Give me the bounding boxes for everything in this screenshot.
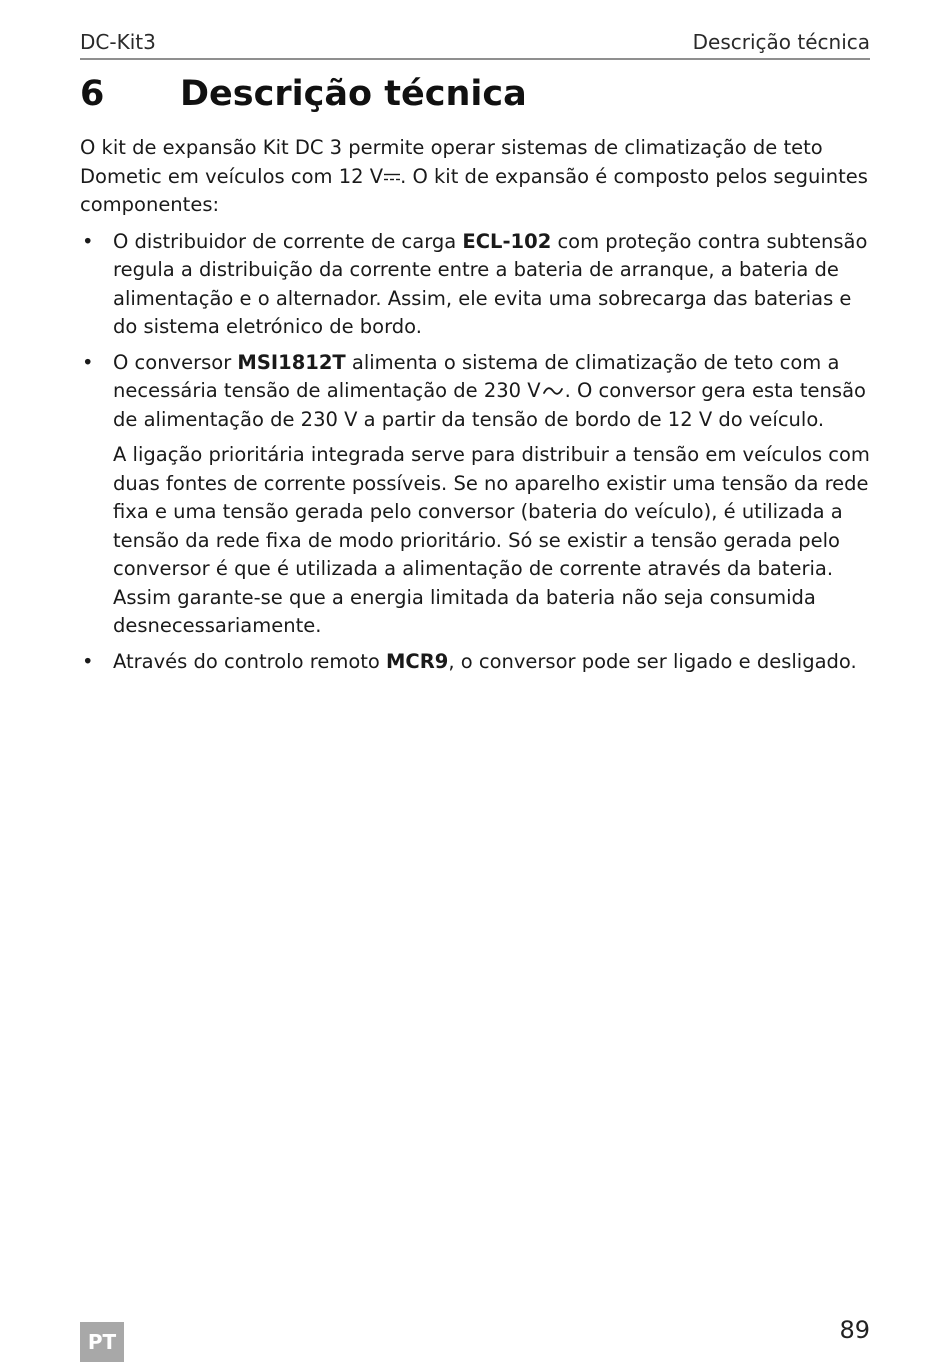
item-text: com proteção contra subtensão regula a distribuição da corrente entre a bateria de arranque, a bateria de alimentação e o alternador. Assim, ele evita uma sobrecarga das baterias e do sistema eletrónico de bordo. xyxy=(113,229,868,338)
priority-connection-paragraph: A ligação prioritária integrada serve para distribuir a tensão em veículos com duas fontes de corrente possíveis. Se no aparelho existir uma tensão da rede fixa e uma tensão gerada pelo conversor (bateria do veículo), é utilizada a tensão da rede fixa de modo prioritário. Só se existir a tensão gerada pelo conversor é que é utilizada a alimentação de corrente através da bateria. Assim garante-se que a energia limitada da bateria não seja consumida desnecessariamente. xyxy=(113,443,870,637)
chapter-number: 6 xyxy=(80,74,105,114)
item-text: alimenta o sistema de climatização de teto com a necessária tensão de alimentação de 230 V xyxy=(113,350,840,402)
list-item-msi xyxy=(80,349,870,641)
bullet-mark: • xyxy=(82,649,94,673)
list-item-text xyxy=(113,349,870,435)
page-number: 89 xyxy=(839,1316,870,1344)
language-badge: PT xyxy=(80,1322,124,1362)
intro-text-end: . O kit de expansão é composto pelos seguintes componentes: xyxy=(80,164,868,216)
item-text: Através do controlo remoto xyxy=(113,649,387,673)
item-text: . O conversor gera esta tensão de alimentação de 230 V a partir da tensão de bordo de 12 V do veículo. xyxy=(113,379,866,431)
intro-paragraph xyxy=(80,134,870,220)
bullet-mark: • xyxy=(82,350,94,374)
item-text: O conversor xyxy=(113,350,238,374)
product-name-mcr: MCR9 xyxy=(386,649,449,673)
product-name-msi: MSI1812T xyxy=(237,350,346,374)
intro-text-start: O kit de expansão Kit DC 3 permite operar sistemas de climatização de teto Dometic em veículos com 12 V xyxy=(80,136,823,188)
list-item-text xyxy=(113,648,870,677)
list-item-text xyxy=(113,228,870,342)
bullet-mark: • xyxy=(82,229,94,253)
body-content xyxy=(80,134,870,683)
item-text: , o conversor pode ser ligado e desligado. xyxy=(448,649,857,673)
list-item-ecl xyxy=(80,228,870,342)
chapter-heading xyxy=(80,74,870,124)
product-name-ecl: ECL-102 xyxy=(462,229,552,253)
page-header xyxy=(80,28,870,60)
header-product-name: DC-Kit3 xyxy=(80,30,156,54)
alternating-current-symbol-icon xyxy=(543,386,563,396)
chapter-title: Descrição técnica xyxy=(180,74,527,114)
header-section-name: Descrição técnica xyxy=(692,30,870,54)
list-item-mcr xyxy=(80,648,870,677)
item-text: O distribuidor de corrente de carga xyxy=(113,229,463,253)
direct-current-symbol-icon xyxy=(384,173,400,181)
